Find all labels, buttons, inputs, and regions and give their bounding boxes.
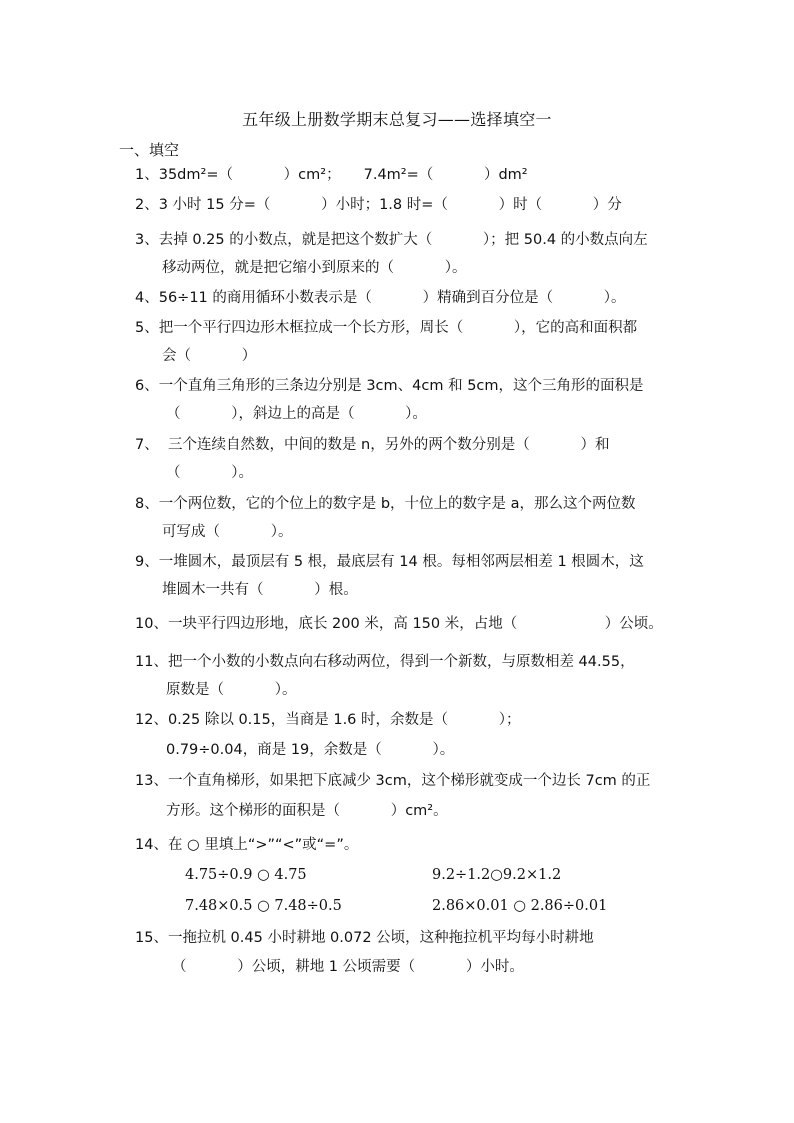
question-3-line-2: 移动两位，就是把它缩小到原来的（ ）。 bbox=[162, 260, 467, 276]
section-heading: 一、填空 bbox=[119, 141, 180, 159]
comparison-2: 9.2÷1.2○9.2×1.2 bbox=[432, 867, 562, 883]
question-11-line-1: 11、把一个小数的小数点向右移动两位，得到一个新数，与原数相差 44.55， bbox=[135, 654, 635, 670]
question-2: 2、3 小时 15 分=（ ）小时；1.8 时=（ ）时（ ）分 bbox=[135, 197, 622, 213]
question-1: 1、35dm²=（ ）cm²； 7.4m²=（ ）dm² bbox=[135, 167, 528, 183]
question-6-line-1: 6、一个直角三角形的三条边分别是 3cm、4cm 和 5cm，这个三角形的面积是 bbox=[135, 378, 644, 394]
question-11-line-2: 原数是（ ）。 bbox=[166, 682, 297, 698]
question-13-line-2: 方形。这个梯形的面积是（ ）cm²。 bbox=[166, 803, 448, 819]
question-5-line-2: 会（ ） bbox=[162, 348, 257, 364]
question-15-line-2: （ ）公顷，耕地 1 公顷需要（ ）小时。 bbox=[172, 959, 524, 975]
question-5-line-1: 5、把一个平行四边形木框拉成一个长方形，周长（ ），它的高和面积都 bbox=[135, 320, 638, 336]
question-13-line-1: 13、一个直角梯形，如果把下底减少 3cm，这个梯形就变成一个边长 7cm 的正 bbox=[135, 773, 651, 789]
question-9-line-2: 堆圆木一共有（ ）根。 bbox=[162, 582, 358, 598]
question-7-line-2: （ ）。 bbox=[166, 465, 253, 481]
question-10: 10、一块平行四边形地，底长 200 米，高 150 米，占地（ ）公顷。 bbox=[135, 616, 663, 632]
question-7-line-1: 7、 三个连续自然数，中间的数是 n，另外的两个数分别是（ ）和 bbox=[135, 437, 610, 453]
page-title: 五年级上册数学期末总复习——选择填空一 bbox=[242, 110, 552, 129]
question-9-line-1: 9、一堆圆木，最顶层有 5 根，最底层有 14 根。每相邻两层相差 1 根圆木，这 bbox=[135, 554, 644, 570]
question-12-line-1: 12、0.25 除以 0.15，当商是 1.6 时，余数是（ ）； bbox=[135, 712, 521, 728]
question-15-line-1: 15、一拖拉机 0.45 小时耕地 0.072 公顷，这种拖拉机平均每小时耕地 bbox=[135, 930, 594, 946]
question-12-line-2: 0.79÷0.04，商是 19，余数是（ ）。 bbox=[166, 742, 455, 758]
question-8-line-2: 可写成（ ）。 bbox=[162, 524, 293, 540]
question-4: 4、56÷11 的商用循环小数表示是（ ）精确到百分位是（ ）。 bbox=[135, 290, 626, 306]
comparison-1: 4.75÷0.9 ○ 4.75 bbox=[185, 867, 307, 883]
comparison-3: 7.48×0.5 ○ 7.48÷0.5 bbox=[185, 898, 342, 914]
question-3-line-1: 3、去掉 0.25 的小数点，就是把这个数扩大（ ）；把 50.4 的小数点向左 bbox=[135, 232, 648, 248]
comparison-4: 2.86×0.01 ○ 2.86÷0.01 bbox=[432, 898, 608, 914]
question-8-line-1: 8、一个两位数，它的个位上的数字是 b，十位上的数字是 a，那么这个两位数 bbox=[135, 496, 636, 512]
question-14-prompt: 14、在 ○ 里填上“>”“<”或“=”。 bbox=[135, 837, 359, 853]
question-6-line-2: （ ），斜边上的高是（ ）。 bbox=[166, 406, 427, 422]
